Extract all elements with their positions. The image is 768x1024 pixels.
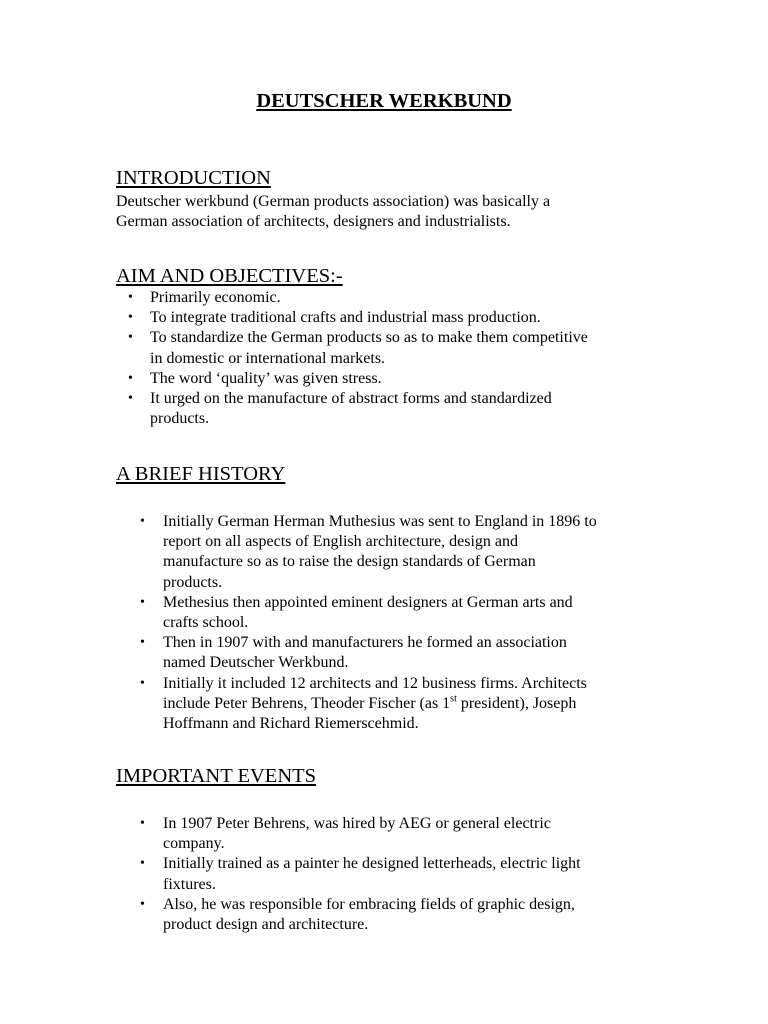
- bullet-icon: •: [140, 635, 145, 651]
- history-item-text: report on all aspects of English architecture, design and: [163, 533, 518, 551]
- bullet-icon: •: [128, 391, 133, 407]
- history-item-text: manufacture so as to raise the design standards of German: [163, 553, 536, 571]
- aims-item-text: To standardize the German products so as to make them competitive: [150, 329, 588, 347]
- aims-item-text: in domestic or international markets.: [150, 349, 386, 367]
- aims-list-item: [116, 389, 676, 429]
- history-heading: A BRIEF HISTORY: [116, 463, 286, 485]
- events-item-text: company.: [163, 835, 225, 853]
- history-list-item: [116, 674, 676, 735]
- events-item-text: Also, he was responsible for embracing fields of graphic design,: [163, 895, 575, 913]
- history-item-text: president), Joseph: [456, 694, 577, 712]
- bullet-icon: •: [128, 290, 133, 305]
- bullet-icon: •: [140, 594, 145, 610]
- history-item-text: products.: [163, 573, 223, 591]
- bullet-icon: •: [140, 856, 145, 872]
- aims-item-text: products.: [150, 410, 210, 428]
- bullet-icon: •: [128, 370, 133, 386]
- events-list: [116, 814, 676, 935]
- events-section: [116, 764, 676, 935]
- events-item-text: fixtures.: [163, 875, 216, 893]
- aims-list: [116, 288, 676, 429]
- history-item-text: crafts school.: [163, 614, 249, 632]
- history-list-item: [116, 512, 676, 593]
- bullet-icon: •: [140, 896, 145, 912]
- events-list-item: [116, 895, 676, 935]
- history-list-item: [116, 593, 676, 633]
- aims-item-text: It urged on the manufacture of abstract forms and standardized: [150, 390, 552, 408]
- aims-item-text: The word ‘quality’ was given stress.: [150, 369, 382, 387]
- history-item-text: Hoffmann and Richard Riemerscehmid.: [163, 715, 419, 733]
- events-item-text: In 1907 Peter Behrens, was hired by AEG or general electric: [163, 815, 551, 832]
- history-item-text: Methesius then appointed eminent designers at German arts and: [163, 593, 573, 611]
- history-item-text: Initially German Herman Muthesius was sent to England in 1896 to: [163, 513, 597, 530]
- history-list-item: [116, 633, 676, 673]
- events-list-item: [116, 814, 676, 854]
- superscript-ordinal: st: [450, 693, 457, 705]
- aims-heading: AIM AND OBJECTIVES:-: [116, 265, 343, 287]
- aims-item-text: To integrate traditional crafts and industrial mass production.: [150, 309, 541, 327]
- events-heading: IMPORTANT EVENTS: [116, 765, 317, 787]
- history-item-text: Then in 1907 with and manufacturers he formed an association: [163, 634, 567, 652]
- aims-list-item: [116, 328, 676, 368]
- bullet-icon: •: [128, 310, 133, 326]
- history-item-text: Initially it included 12 architects and 12 business firms. Architects: [163, 674, 587, 692]
- history-item-text: include Peter Behrens, Theoder Fischer (as 1: [163, 694, 451, 712]
- aims-list-item: [116, 308, 676, 328]
- bullet-icon: •: [140, 675, 145, 691]
- bullet-icon: •: [140, 816, 145, 831]
- introduction-text-line: Deutscher werkbund (German products association) was basically a: [116, 193, 551, 210]
- events-item-text: Initially trained as a painter he designed letterheads, electric light: [163, 855, 581, 873]
- introduction-text: [116, 192, 676, 232]
- bullet-icon: •: [140, 514, 145, 529]
- introduction-heading: INTRODUCTION: [116, 167, 271, 189]
- aims-list-item: [116, 288, 676, 308]
- aims-item-text: Primarily economic.: [150, 289, 281, 306]
- aims-section: [116, 264, 676, 429]
- history-item-text: named Deutscher Werkbund.: [163, 654, 349, 672]
- document-title: DEUTSCHER WERKBUND: [256, 90, 512, 112]
- history-list: [116, 512, 676, 734]
- history-section: [116, 462, 676, 734]
- bullet-icon: •: [128, 330, 133, 346]
- events-item-text: product design and architecture.: [163, 916, 369, 934]
- aims-list-item: [116, 369, 676, 389]
- introduction-text-line: German association of architects, designers and industrialists.: [116, 213, 511, 230]
- events-list-item: [116, 854, 676, 894]
- introduction-section: [116, 166, 676, 232]
